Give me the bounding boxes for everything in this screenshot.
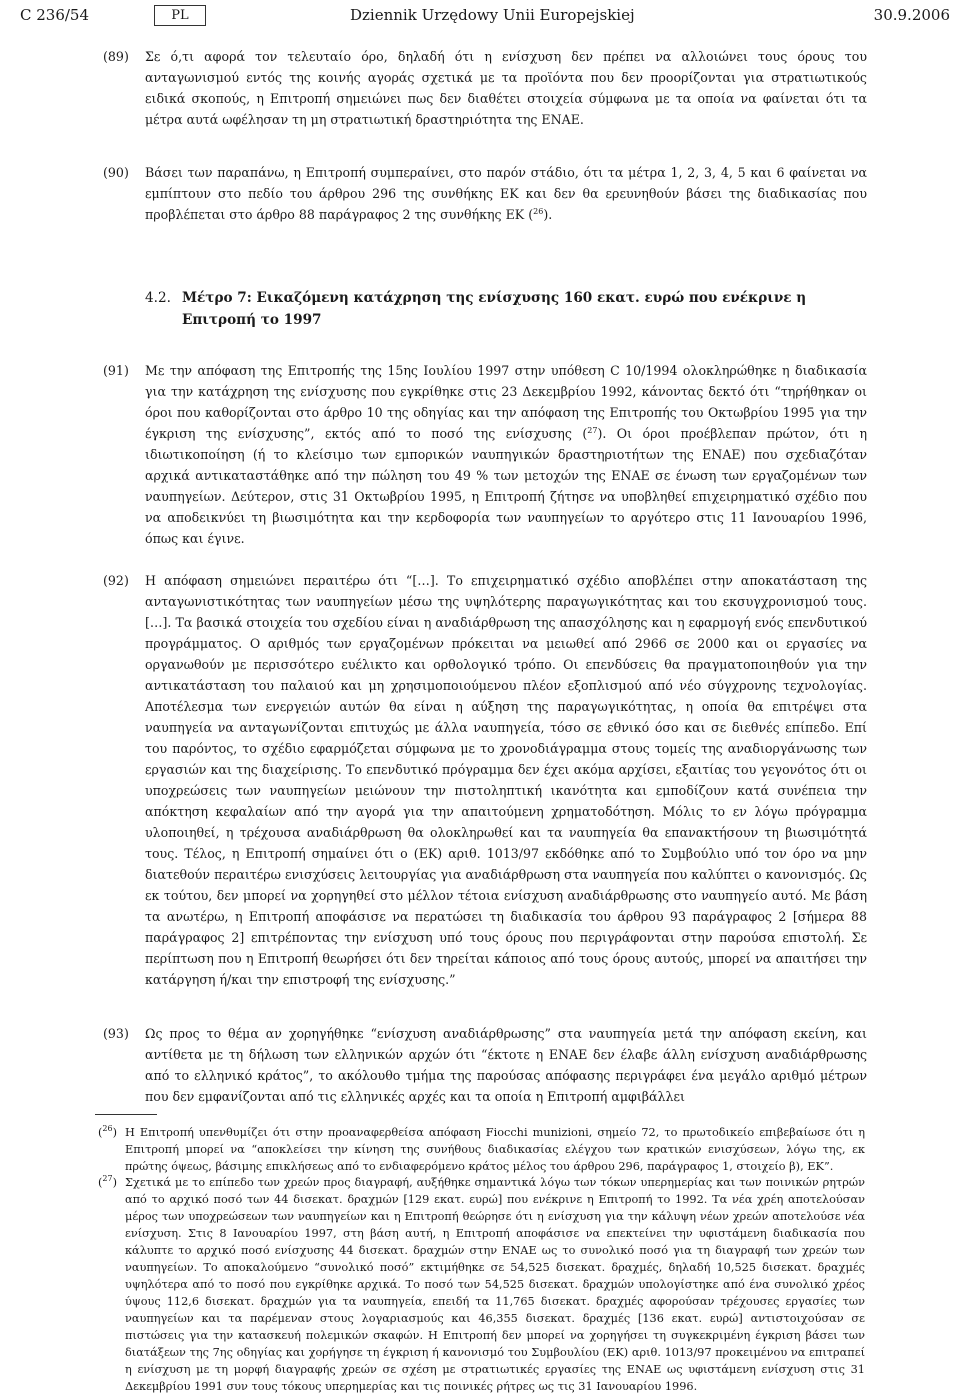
paragraph-93: Ως προς το θέμα αν χορηγήθηκε “ενίσχυση αναδιάρθρωσης” στα ναυπηγεία μετά την απόφαση εκείνη, και αντίθετα με τη δήλωση των ελληνικών αρχών ότι “έκτοτε η ENAE δεν έλαβε άλλη ενίσχυση αναδιάρθρωσης από το ελληνικό κράτος”, το ακόλουθο τμήμα της παρούσας απόφασης περιγράφει ένα μεγάλο αριθμό μέτρων που δεν εμφανίζονται από τις ελληνικές αρχές και τα οποία η Επιτροπή αμφιβάλλει bbox=[145, 1026, 867, 1104]
publication-date: 30.9.2006 bbox=[873, 6, 950, 24]
journal-title: Dziennik Urzędowy Unii Europejskiej bbox=[350, 6, 635, 24]
paragraph-number: (92) bbox=[103, 573, 129, 588]
language-badge: PL bbox=[154, 5, 206, 26]
paragraph-92: Η απόφαση σημειώνει περαιτέρω ότι “[…]. Το επιχειρηματικό σχέδιο αποβλέπει στην αποκατάσταση της ανταγωνιστικότητας των ναυπηγείων μέσω της υψηλότερης παραγωγικότητας και του εκσυγχρονισμού τους. […]. Τα βασικά στοιχεία του σχεδίου είναι η αναδιάρθρωση της απασχόλησης και η εφαρμογή ενός επενδυτικού προγράμματος. Ο αριθμός των εργαζομένων πρόκειται να μειωθεί από 2966 σε 2000 και οι εργασίες να οργανωθούν με περισσότερο ευέλικτο και ορθολογικό τρόπο. Οι επενδύσεις θα πραγματοποιηθούν για την αντικατάσταση του παλαιού και μη χρησιμοποιούμενου πλέον εξοπλισμού από νέο σύγχρονης τεχνολογίας. Αποτέλεσμα των ενεργειών αυτών θα είναι η αύξηση της παραγωγικότητας, η οποία θα επιτρέψει στα ναυπηγεία να ανταγωνίζονται επιτυχώς με άλλα ναυπηγεία, τόσο σε εθνικό όσο και σε διεθνές επίπεδο. Επί του παρόντος, το σχέδιο εφαρμόζεται σύμφωνα με το χρονοδιάγραμμα στους τομείς της αναδιοργάνωσης των εργασιών και της διαχείρισης. Το επενδυτικό πρόγραμμα δεν έχει ακόμα αρχίσει, εξαιτίας του γεγονότος ότι οι υποχρεώσεις των ναυπηγείων μειώνουν την πιστοληπτική ικανότητα και εμποδίζουν κατά συνέπεια την απόκτηση κεφαλαίων από την αγορά για την απαιτούμενη χρηματοδότηση. Μόλις το εν λόγω πρόγραμμα υλοποιηθεί, η τρέχουσα αναδιάρθρωση θα ολοκληρωθεί και τα ναυπηγεία θα επανακτήσουν τη βιωσιμότητά τους. Τέλος, η Επιτροπή σημαίνει ότι ο (ΕΚ) αριθ. 1013/97 εκδόθηκε από το Συμβούλιο υπό τον όρο να μην διατεθούν περαιτέρω ενισχύσεις λειτουργίας για αναδιάρθρωση στα ναυπηγεία που καλύπτει ο κανονισμός. Ως εκ τούτου, δεν μπορεί να χορηγηθεί στο μέλλον τέτοια ενίσχυση αναδιάρθρωσης στο ναυπηγείο αυτό. Με βάση τα ανωτέρω, η Επιτροπή αποφάσισε να περατώσει τη διαδικασία του άρθρου 93 παράγραφος 2 [σήμερα 88 παράγραφος 2] επιτρέποντας την ενίσχυση υπό τους όρους που περιγράφονται στην παρούσα επιστολή. Σε περίπτωση που η Επιτροπή θεωρήσει ότι δεν τηρείται κάποιος από τους όρους αυτούς, μπορεί να απαιτήσει την κατάργηση ή/και την επιστροφή της ενίσχυσης.” bbox=[145, 573, 867, 987]
page-header bbox=[20, 4, 950, 26]
page-reference: C 236/54 bbox=[20, 6, 90, 24]
paragraph-number: (90) bbox=[103, 165, 129, 180]
footnote-number: ($^{27}$) bbox=[98, 1174, 118, 1189]
paragraph-91 bbox=[145, 360, 867, 549]
paragraph-91-text-b: ). Οι όροι προέβλεπαν πρώτον, ότι η ιδιωτικοποίηση (ή το κλείσιμο των εμπορικών ναυπηγικών δραστηριοτήτων της ENAE) που σχεδιαζόταν αρχικά αντικαταστάθηκε από την πώληση του 49 % των μετοχών της ENAE σε ένωση των εργαζομένων των ναυπηγείων. Δεύτερον, στις 31 Οκτωβρίου 1995, η Επιτροπή ζήτησε να υποβληθεί επιχειρηματικό σχέδιο που να αποδεικνύει τη βιωσιμότητα και την κερδοφορία των ναυπηγείων το αργότερο στις 11 Ιανουαρίου 1996, όπως και έγινε. bbox=[145, 426, 867, 546]
footnote-27-marker: 27 bbox=[102, 1174, 113, 1184]
paragraph-90-text: Βάσει των παραπάνω, η Επιτροπή συμπεραίνει, στο παρόν στάδιο, ότι τα μέτρα 1, 2, 3, 4, 5 και 6 φαίνεται να εμπίπτουν στο πεδίο του άρθρου 296 της συνθήκης ΕΚ και δεν θα ερευνηθούν βάσει της διαδικασίας που προβλέπεται στο άρθρο 88 παράγραφος 2 της συνθήκης ΕΚ ( bbox=[145, 165, 867, 222]
paragraph-90-end: ). bbox=[543, 207, 553, 222]
footnote-divider bbox=[95, 1114, 157, 1115]
paragraph-number: (93) bbox=[103, 1026, 129, 1041]
paragraph-90 bbox=[145, 162, 867, 225]
paragraph-number: (89) bbox=[103, 49, 129, 64]
paragraph-89: Σε ό,τι αφορά τον τελευταίο όρο, δηλαδή ότι η ενίσχυση δεν πρέπει να αλλοιώνει τους όρους του ανταγωνισμού εντός της κοινής αγοράς σχετικά με τα προϊόντα που δεν προορίζονται για στρατιωτικούς ειδικά σκοπούς, η Επιτροπή σημειώνει πως δεν διαθέτει στοιχεία σύμφωνα με τα οποία να φαίνεται ότι τα μέτρα αυτά ωφέλησαν τη μη στρατιωτική δραστηριότητα της ENAE. bbox=[145, 49, 867, 127]
paragraph-number: (91) bbox=[103, 363, 129, 378]
section-heading bbox=[145, 287, 867, 331]
section-heading-number: 4.2. bbox=[145, 290, 171, 306]
paragraph-91-text-a: Με την απόφαση της Επιτροπής της 15ης Ιουλίου 1997 στην υπόθεση C 10/1994 ολοκληρώθηκε η διαδικασία για την κατάχρηση της ενίσχυσης που εγκρίθηκε στις 23 Δεκεμβρίου 1992, κάνοντας δεκτό ότι “τηρήθηκαν οι όροι που καθορίζονται στο άρθρο 10 της οδηγίας και την απόφαση της Επιτροπής του Οκτωβρίου 1995 για την έγκριση της ενίσχυσης”, εκτός από το ποσό της ενίσχυσης ( bbox=[145, 363, 867, 441]
footnote-number: ($^{26}$) bbox=[98, 1124, 118, 1139]
section-heading-text: Μέτρο 7: Εικαζόμενη κατάχρηση της ενίσχυσης 160 εκατ. ευρώ που ενέκρινε η Επιτροπή το 1997 bbox=[182, 290, 807, 328]
footnote-26-marker: 26 bbox=[102, 1124, 113, 1134]
footnote-ref-27[interactable]: 27 bbox=[587, 425, 598, 435]
footnote-27: Σχετικά με το επίπεδο των χρεών προς διαγραφή, αυξήθηκε σημαντικά λόγω των τόκων υπερημερίας και των ποινικών ρητρών από το αρχικό ποσό των 44 δισεκατ. δραχμών [129 εκατ. ευρώ] που ενέκρινε η Επιτροπή το 1992. Τα νέα χρέη αποτελούσαν μέρος των υποχρεώσεων των ναυπηγείων και η Επιτροπή θεώρησε ότι η ενίσχυση για την κάλυψη νέων χρεών αποτελούσε νέα ενίσχυση. Στις 8 Ιανουαρίου 1997, στη βάση αυτή, η Επιτροπή αποφάσισε να επεκτείνει την υφιστάμενη διαδικασία που κάλυπτε το αρχικό ποσό ενίσχυσης 44 δισεκατ. δραχμών στην ENAE ως το συνολικό ποσό για τη διαγραφή των χρεών των ναυπηγείων. Το αποκαλούμενο “συνολικό ποσό” εκτιμήθηκε σε 54,525 δισεκατ. δραχμές, δηλαδή 10,525 δισεκατ. δραχμές υψηλότερα από το ποσό που εγκρίθηκε αρχικά. Το ποσό των 54,525 δισεκατ. δραχμών υπολογίστηκε από ένα συνολικό χρέος ύψους 112,6 δισεκατ. δραχμών για τα ναυπηγεία, επειδή τα 11,765 δισεκατ. δραχμές αφορούσαν τρέχουσες εργασίες των ναυπηγείων και τα παρέμεναν στους λογαριασμούς και 46,355 δισεκατ. δραχμές [136 εκατ. ευρώ] αντιστοιχούσαν σε πιστώσεις για την κατασκευή πολεμικών σκαφών. Η Επιτροπή δεν μπορεί να χορηγήσει τη συγκεκριμένη έγκριση βάσει των διατάξεων της 7ης οδηγίας και χορήγησε τη έγκριση ή κανονισμό του Συμβουλίου (ΕΚ) αριθ. 1013/97 προκειμένου να επιτραπεί η ενίσχυση με τη μορφή διαγραφής χρεών σε σχέση με στρατιωτικές εργασίες της ENAE ως υφιστάμενη ενίσχυση στις 31 Δεκεμβρίου 1991 συν τους τόκους υπερημερίας και τις ποινικές ρήτρες ως τις 31 Ιανουαρίου 1996. bbox=[125, 1176, 865, 1393]
footnote-26: Η Επιτροπή υπενθυμίζει ότι στην προαναφερθείσα απόφαση Fiocchi munizioni, σημείο 72, το πρωτοδικείο επιβεβαίωσε ότι η Επιτροπή μπορεί να “αποκλείσει την κίνηση της συνήθους διαδικασίας ελέγχου των κρατικών ενισχύσεων, λόγω της, εκ πρώτης όψεως, βάσιμης επικλήσεως από το ενδιαφερόμενο κράτος μέλος του άρθρου 296, παράγραφος 1, στοιχείο β), ΕΚ”. bbox=[125, 1126, 865, 1173]
footnote-ref-26[interactable]: 26 bbox=[533, 206, 544, 216]
